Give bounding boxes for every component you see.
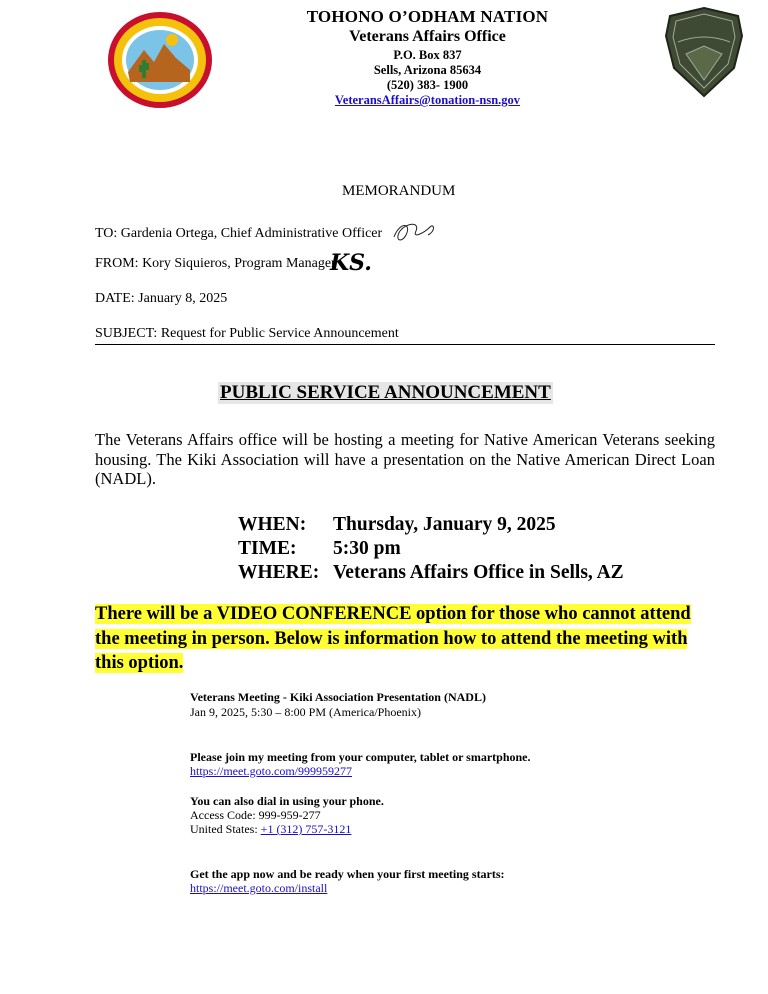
us-label: United States: bbox=[190, 822, 261, 836]
memo-from-text: FROM: Kory Siquieros, Program Manager bbox=[95, 256, 336, 271]
join-instructions: Please join my meeting from your computer, tablet or smartphone. bbox=[190, 750, 531, 764]
memo-date: DATE: January 8, 2025 bbox=[95, 291, 228, 306]
app-instructions: Get the app now and be ready when your first meeting starts: bbox=[190, 867, 505, 881]
join-meeting-link[interactable]: https://meet.goto.com/999959277 bbox=[190, 764, 352, 778]
city-address: Sells, Arizona 85634 bbox=[373, 63, 482, 77]
where-label: WHERE: bbox=[238, 562, 320, 583]
meeting-title: Veterans Meeting - Kiki Association Presentation (NADL) bbox=[190, 690, 486, 704]
po-box: P.O. Box 837 bbox=[393, 48, 462, 62]
signature-mark bbox=[390, 219, 438, 245]
memo-heading: MEMORANDUM bbox=[342, 183, 456, 199]
time-label: TIME: bbox=[238, 538, 297, 559]
memo-to bbox=[95, 219, 438, 245]
video-conference-notice bbox=[95, 602, 717, 676]
us-dial-in bbox=[190, 822, 351, 837]
psa-title: PUBLIC SERVICE ANNOUNCEMENT bbox=[220, 382, 551, 403]
office-phone: (520) 383- 1900 bbox=[386, 78, 469, 92]
time-row bbox=[238, 538, 401, 560]
time-value: 5:30 pm bbox=[333, 538, 401, 559]
dial-in-instructions: You can also dial in using your phone. bbox=[190, 794, 384, 808]
access-code: Access Code: 999-959-277 bbox=[190, 808, 321, 822]
initials-mark: KS. bbox=[330, 250, 372, 276]
veterans-shield-logo bbox=[664, 6, 744, 98]
highlight-text: There will be a VIDEO CONFERENCE option for those who cannot attend the meeting in person. Below is information how to attend the meeting with this option. bbox=[95, 604, 691, 673]
subject-divider bbox=[95, 344, 715, 345]
when-label: WHEN: bbox=[238, 514, 307, 535]
us-phone-link[interactable]: +1 (312) 757-3121 bbox=[260, 822, 352, 836]
where-row bbox=[238, 562, 624, 584]
nation-name: TOHONO O’ODHAM NATION bbox=[306, 7, 549, 26]
install-app-link[interactable]: https://meet.goto.com/install bbox=[190, 881, 328, 895]
office-email-link[interactable]: VeteransAffairs@tonation-nsn.gov bbox=[334, 93, 521, 107]
memo-subject: SUBJECT: Request for Public Service Announcement bbox=[95, 326, 399, 341]
where-value: Veterans Affairs Office in Sells, AZ bbox=[333, 562, 624, 583]
memo-to-text: TO: Gardenia Ortega, Chief Administrative Officer bbox=[95, 226, 383, 241]
meeting-datetime: Jan 9, 2025, 5:30 – 8:00 PM (America/Phoenix) bbox=[190, 705, 421, 719]
when-value: Thursday, January 9, 2025 bbox=[333, 514, 556, 535]
when-row bbox=[238, 514, 556, 536]
nation-seal-logo bbox=[106, 10, 214, 110]
memo-from bbox=[95, 250, 372, 276]
office-name: Veterans Affairs Office bbox=[349, 28, 506, 45]
announcement-paragraph: The Veterans Affairs office will be hosting a meeting for Native American Veterans seeking housing. The Kiki Association will have a presentation on the Native American Direct Loan (NADL). bbox=[95, 430, 715, 488]
